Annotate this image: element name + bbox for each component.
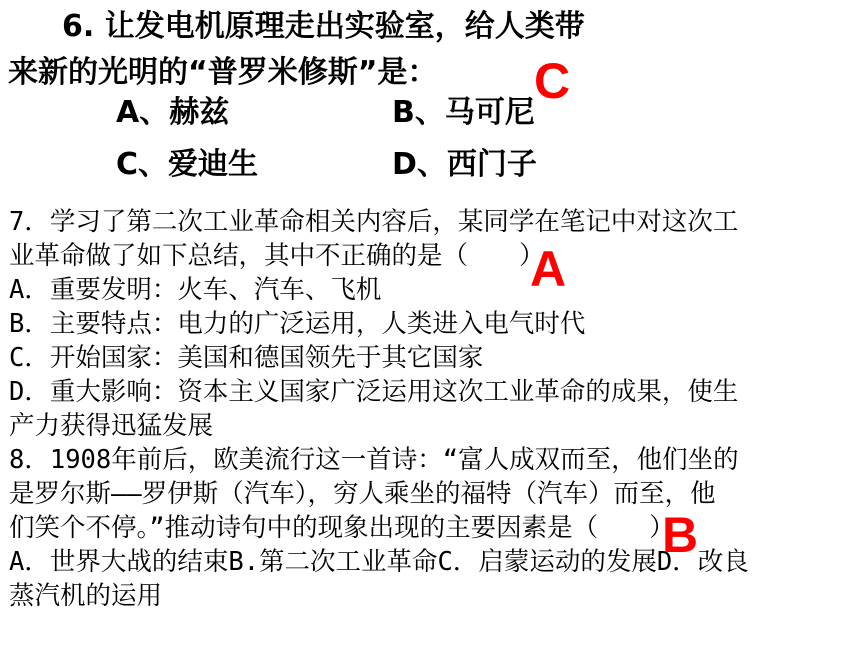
q6-option-a: A、赫兹 — [116, 95, 230, 130]
q7-line-1: 7．学习了第二次工业革命相关内容后，某同学在笔记中对这次工 — [9, 207, 739, 237]
q6-line-1: 6. 让发电机原理走出实验室，给人类带 — [62, 9, 585, 44]
q7-line-7: 产力获得迅猛发展 — [9, 411, 214, 441]
q6-answer: C — [534, 53, 571, 109]
q8-line-3: 们笑个不停。”推动诗句中的现象出现的主要因素是（ ） — [9, 513, 675, 543]
q7-answer: A — [530, 241, 567, 297]
q6-option-b: B、马可尼 — [392, 95, 535, 130]
q8-line-1: 8．1908年前后，欧美流行这一首诗：“富人成双而至，他们坐的 — [9, 445, 739, 475]
q7-line-4: B．主要特点：电力的广泛运用，人类进入电气时代 — [9, 309, 586, 339]
q8-line-4: A．世界大战的结束B.第二次工业革命C．启蒙运动的发展D．改良 — [9, 547, 749, 577]
q7-line-5: C．开始国家：美国和德国领先于其它国家 — [9, 343, 484, 373]
q7-line-3: A．重要发明：火车、汽车、飞机 — [9, 275, 382, 305]
q6-line-2: 来新的光明的“普罗米修斯”是： — [8, 55, 438, 90]
q8-line-5: 蒸汽机的运用 — [9, 581, 163, 611]
q7-line-2: 业革命做了如下总结，其中不正确的是（ ） — [9, 241, 545, 271]
q7-line-6: D．重大影响：资本主义国家广泛运用这次工业革命的成果，使生 — [9, 377, 739, 407]
q8-answer: B — [662, 507, 699, 563]
q8-line-2: 是罗尔斯——罗伊斯（汽车），穷人乘坐的福特（汽车）而至，他 — [9, 479, 716, 509]
q6-option-c: C、爱迪生 — [116, 147, 259, 182]
q6-option-d: D、西门子 — [392, 147, 537, 182]
